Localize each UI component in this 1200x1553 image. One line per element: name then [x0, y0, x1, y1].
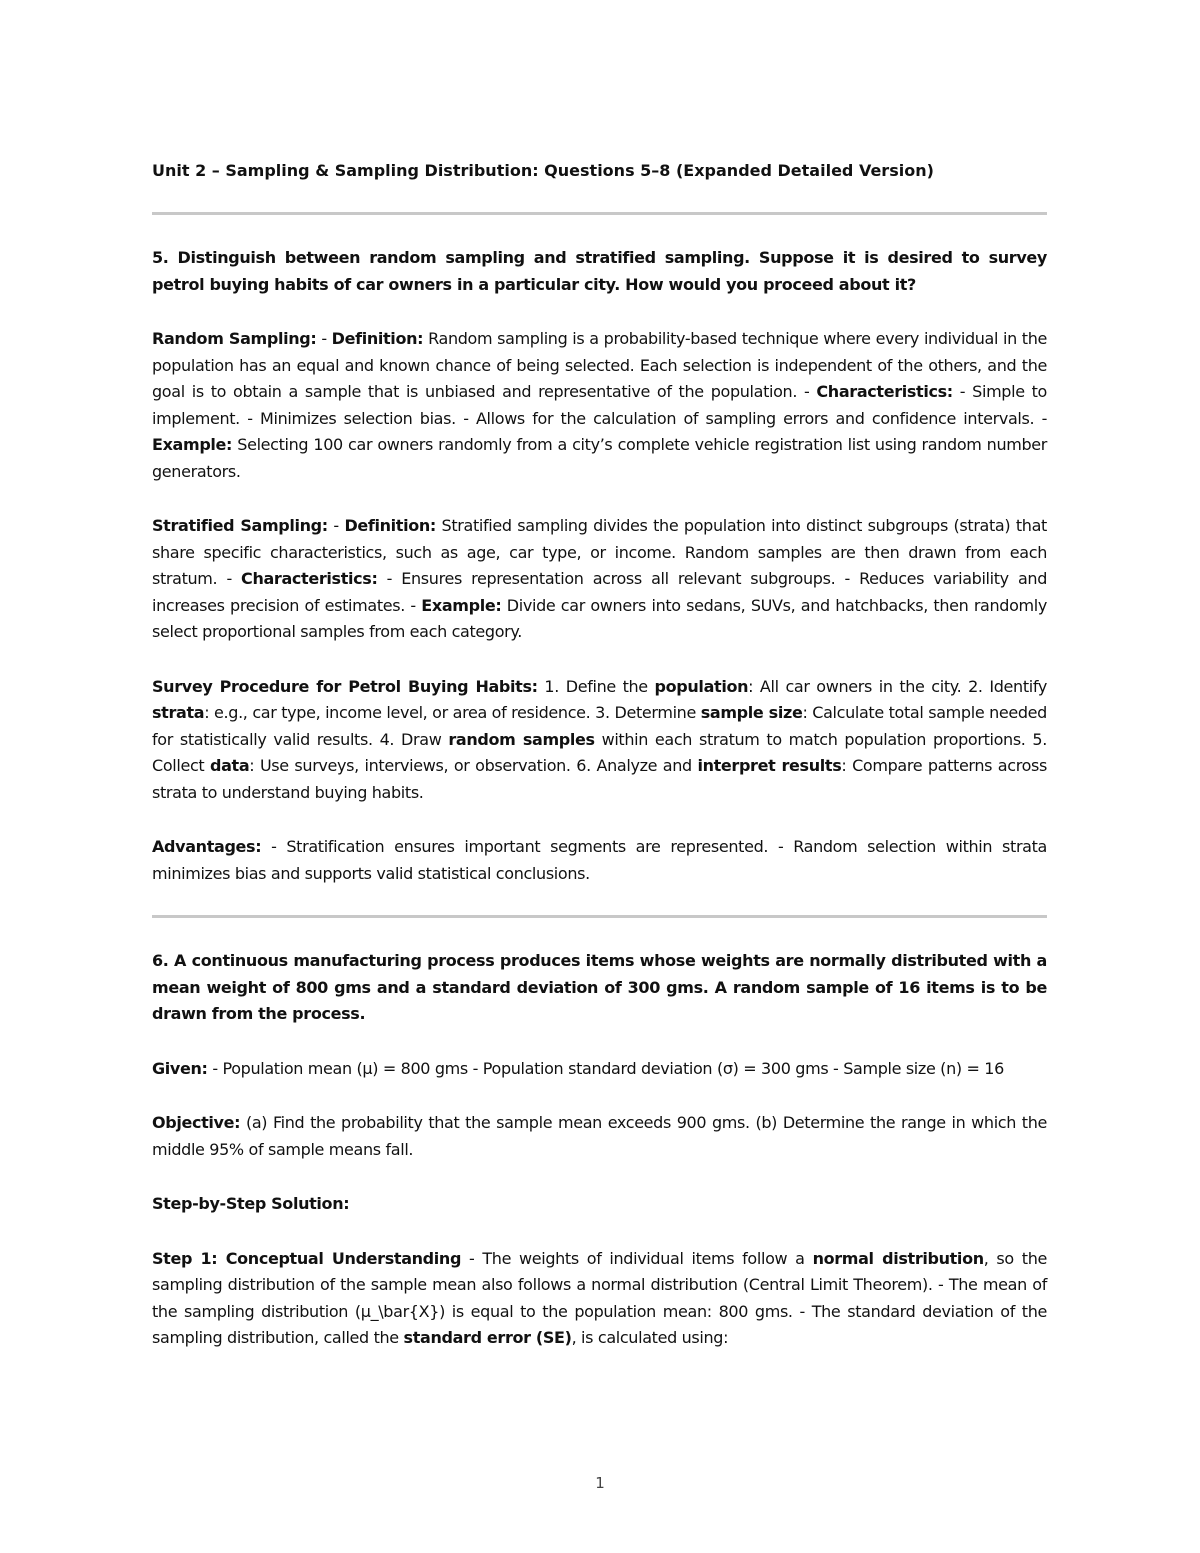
bold-term: population: [654, 676, 749, 696]
characteristics-label: Characteristics:: [816, 382, 953, 401]
text-span: - Ensures representation across all relevant subgroups. - Reduces variability and increases precision of estimates. -: [152, 569, 1047, 615]
text-span: within each stratum to match population proportions. 5. Collect: [152, 729, 1047, 775]
document-page: [152, 158, 1047, 1380]
bold-term: normal distribution: [812, 1248, 984, 1268]
bold-term: sample size: [700, 703, 803, 722]
document-title: Unit 2 – Sampling & Sampling Distribution: Questions 5–8 (Expanded Detailed Version): [152, 161, 934, 180]
survey-procedure-paragraph: [152, 674, 1047, 807]
stratified-sampling-heading: Stratified Sampling:: [152, 516, 328, 535]
question-5: 5. Distinguish between random sampling and stratified sampling. Suppose it is desired to survey petrol buying habits of car owners in a particular city. How would you proceed about it?: [152, 248, 1047, 294]
text-span: - The weights of individual items follow a: [461, 1248, 813, 1268]
bold-term: interpret results: [697, 756, 842, 775]
given-heading: Given:: [152, 1058, 208, 1078]
step1-heading: Step 1: Conceptual Understanding: [152, 1248, 462, 1268]
page-number: 1: [595, 1474, 605, 1492]
solution-heading: [152, 1191, 1047, 1218]
bold-term: data: [209, 756, 250, 775]
objective-paragraph: [152, 1110, 1047, 1163]
text-span: Stratified sampling divides the population into distinct subgroups (strata) that share specific characteristics, such as age, car type, or income. Random samples are then drawn from each stratum. -: [152, 516, 1047, 588]
text-span: , so the sampling distribution of the sample mean also follows a normal distribution (Central Limit Theorem). - The mean of the sampling distribution (μ_\bar{X}) is equal to the population mean: 800 gms. - The standard deviation of the sampling distribution, called the: [152, 1248, 1047, 1347]
text-span: - Stratification ensures important segments are represented. - Random selection within strata minimizes bias and supports valid statistical conclusions.: [152, 837, 1047, 883]
definition-label: Definition:: [331, 329, 424, 348]
bold-term: random samples: [448, 729, 595, 749]
text-span: Divide car owners into sedans, SUVs, and hatchbacks, then randomly select proportional samples from each category.: [152, 595, 1047, 641]
solution-heading-text: Step-by-Step Solution:: [152, 1194, 350, 1213]
random-sampling-heading: Random Sampling:: [152, 329, 317, 348]
text-span: 1. Define the: [537, 676, 655, 696]
text-span: : e.g., car type, income level, or area of residence. 3. Determine: [204, 703, 701, 722]
random-sampling-paragraph: [152, 326, 1047, 485]
advantages-paragraph: [152, 834, 1047, 887]
characteristics-label: Characteristics:: [241, 569, 378, 588]
stratified-sampling-paragraph: [152, 513, 1047, 646]
text-span: Random sampling is a probability-based technique where every individual in the population has an equal and known chance of being selected. Each selection is independent of the others, and the goal is to obtain a sample that is unbiased and representative of the population. -: [152, 329, 1047, 401]
text-span: -: [327, 516, 345, 535]
text-span: , is calculated using:: [571, 1328, 729, 1347]
text-span: : Use surveys, interviews, or observation. 6. Analyze and: [249, 756, 698, 775]
text-span: : All car owners in the city. 2. Identify: [748, 676, 1047, 696]
example-label: Example:: [152, 435, 233, 454]
step1-paragraph: [152, 1246, 1047, 1352]
section-divider: [152, 212, 1047, 215]
bold-term: strata: [152, 703, 205, 722]
given-paragraph: [152, 1056, 1047, 1083]
example-label: Example:: [421, 595, 502, 615]
text-span: : Compare patterns across strata to understand buying habits.: [152, 756, 1047, 802]
section-divider: [152, 915, 1047, 918]
objective-heading: Objective:: [152, 1113, 241, 1132]
bold-term: standard error (SE): [403, 1328, 572, 1347]
text-span: -: [316, 329, 332, 348]
text-span: - Simple to implement. - Minimizes selection bias. - Allows for the calculation of sampling errors and confidence intervals. -: [152, 382, 1048, 428]
survey-procedure-heading: Survey Procedure for Petrol Buying Habits:: [152, 676, 538, 696]
question-6: 6. A continuous manufacturing process produces items whose weights are normally distributed with a mean weight of 800 gms and a standard deviation of 300 gms. A random sample of 16 items is to be drawn from the process.: [152, 951, 1047, 1023]
definition-label: Definition:: [344, 516, 436, 535]
text-span: (a) Find the probability that the sample mean exceeds 900 gms. (b) Determine the range in which the middle 95% of sample means fall.: [152, 1113, 1047, 1159]
text-span: - Population mean (μ) = 800 gms - Population standard deviation (σ) = 300 gms - Sample size (n) = 16: [207, 1058, 1004, 1078]
text-span: : Calculate total sample needed for statistically valid results. 4. Draw: [152, 703, 1047, 749]
text-span: Selecting 100 car owners randomly from a city’s complete vehicle registration list using random number generators.: [152, 435, 1047, 481]
advantages-heading: Advantages:: [152, 837, 262, 856]
